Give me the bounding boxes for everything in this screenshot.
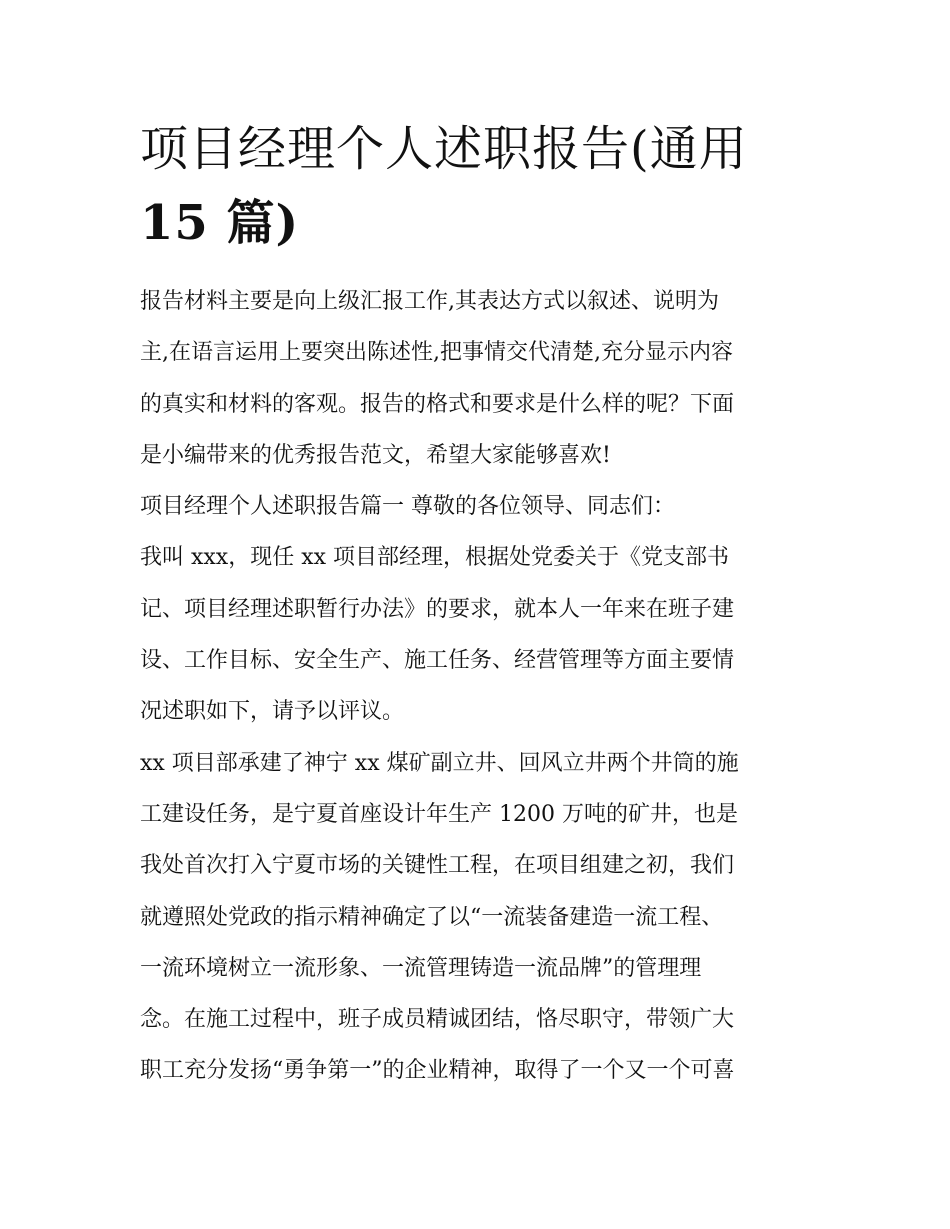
body-line: 我叫 xxx，现任 xx 项目部经理，根据处党委关于《党支部书 [140,545,730,571]
body-line: 职工充分发扬“勇争第一”的企业精神，取得了一个又一个可喜 [140,1058,735,1084]
body-line: 的真实和材料的客观。报告的格式和要求是什么样的呢？下面 [140,391,735,417]
body-line: 一流环境树立一流形象、一流管理铸造一流品牌”的管理理 [140,955,702,981]
body-line: 就遵照处党政的指示精神确定了以“一流装备建造一流工程、 [140,904,724,930]
body-line: 况述职如下，请予以评议。 [140,699,405,725]
body-line: 工建设任务，是宁夏首座设计年生产 1200 万吨的矿井，也是 [140,801,738,827]
body-line: 是小编带来的优秀报告范文，希望大家能够喜欢! [140,442,611,468]
body-line: 主,在语言运用上要突出陈述性,把事情交代清楚,充分显示内容 [140,340,733,366]
body-line: 记、项目经理述职暂行办法》的要求，就本人一年来在班子建 [140,596,735,622]
body-line: xx 项目部承建了神宁 xx 煤矿副立井、回风立井两个井筒的施 [140,750,739,776]
body-line: 设、工作目标、安全生产、施工任务、经营管理等方面主要情 [140,648,735,674]
body-line: 报告材料主要是向上级汇报工作,其表达方式以叙述、说明为 [140,289,719,314]
document-title [140,112,820,260]
title-line-1: 项目经理个人述职报告(通用 [140,121,748,177]
body-line: 念。在施工过程中，班子成员精诚团结，恪尽职守，带领广大 [140,1007,735,1033]
body-line: 我处首次打入宁夏市场的关键性工程，在项目组建之初，我们 [140,853,735,879]
section-heading-line: 项目经理个人述职报告篇一 尊敬的各位领导、同志们： [140,494,675,520]
document-body [140,276,820,1097]
title-line-2: 15 篇) [140,195,300,251]
